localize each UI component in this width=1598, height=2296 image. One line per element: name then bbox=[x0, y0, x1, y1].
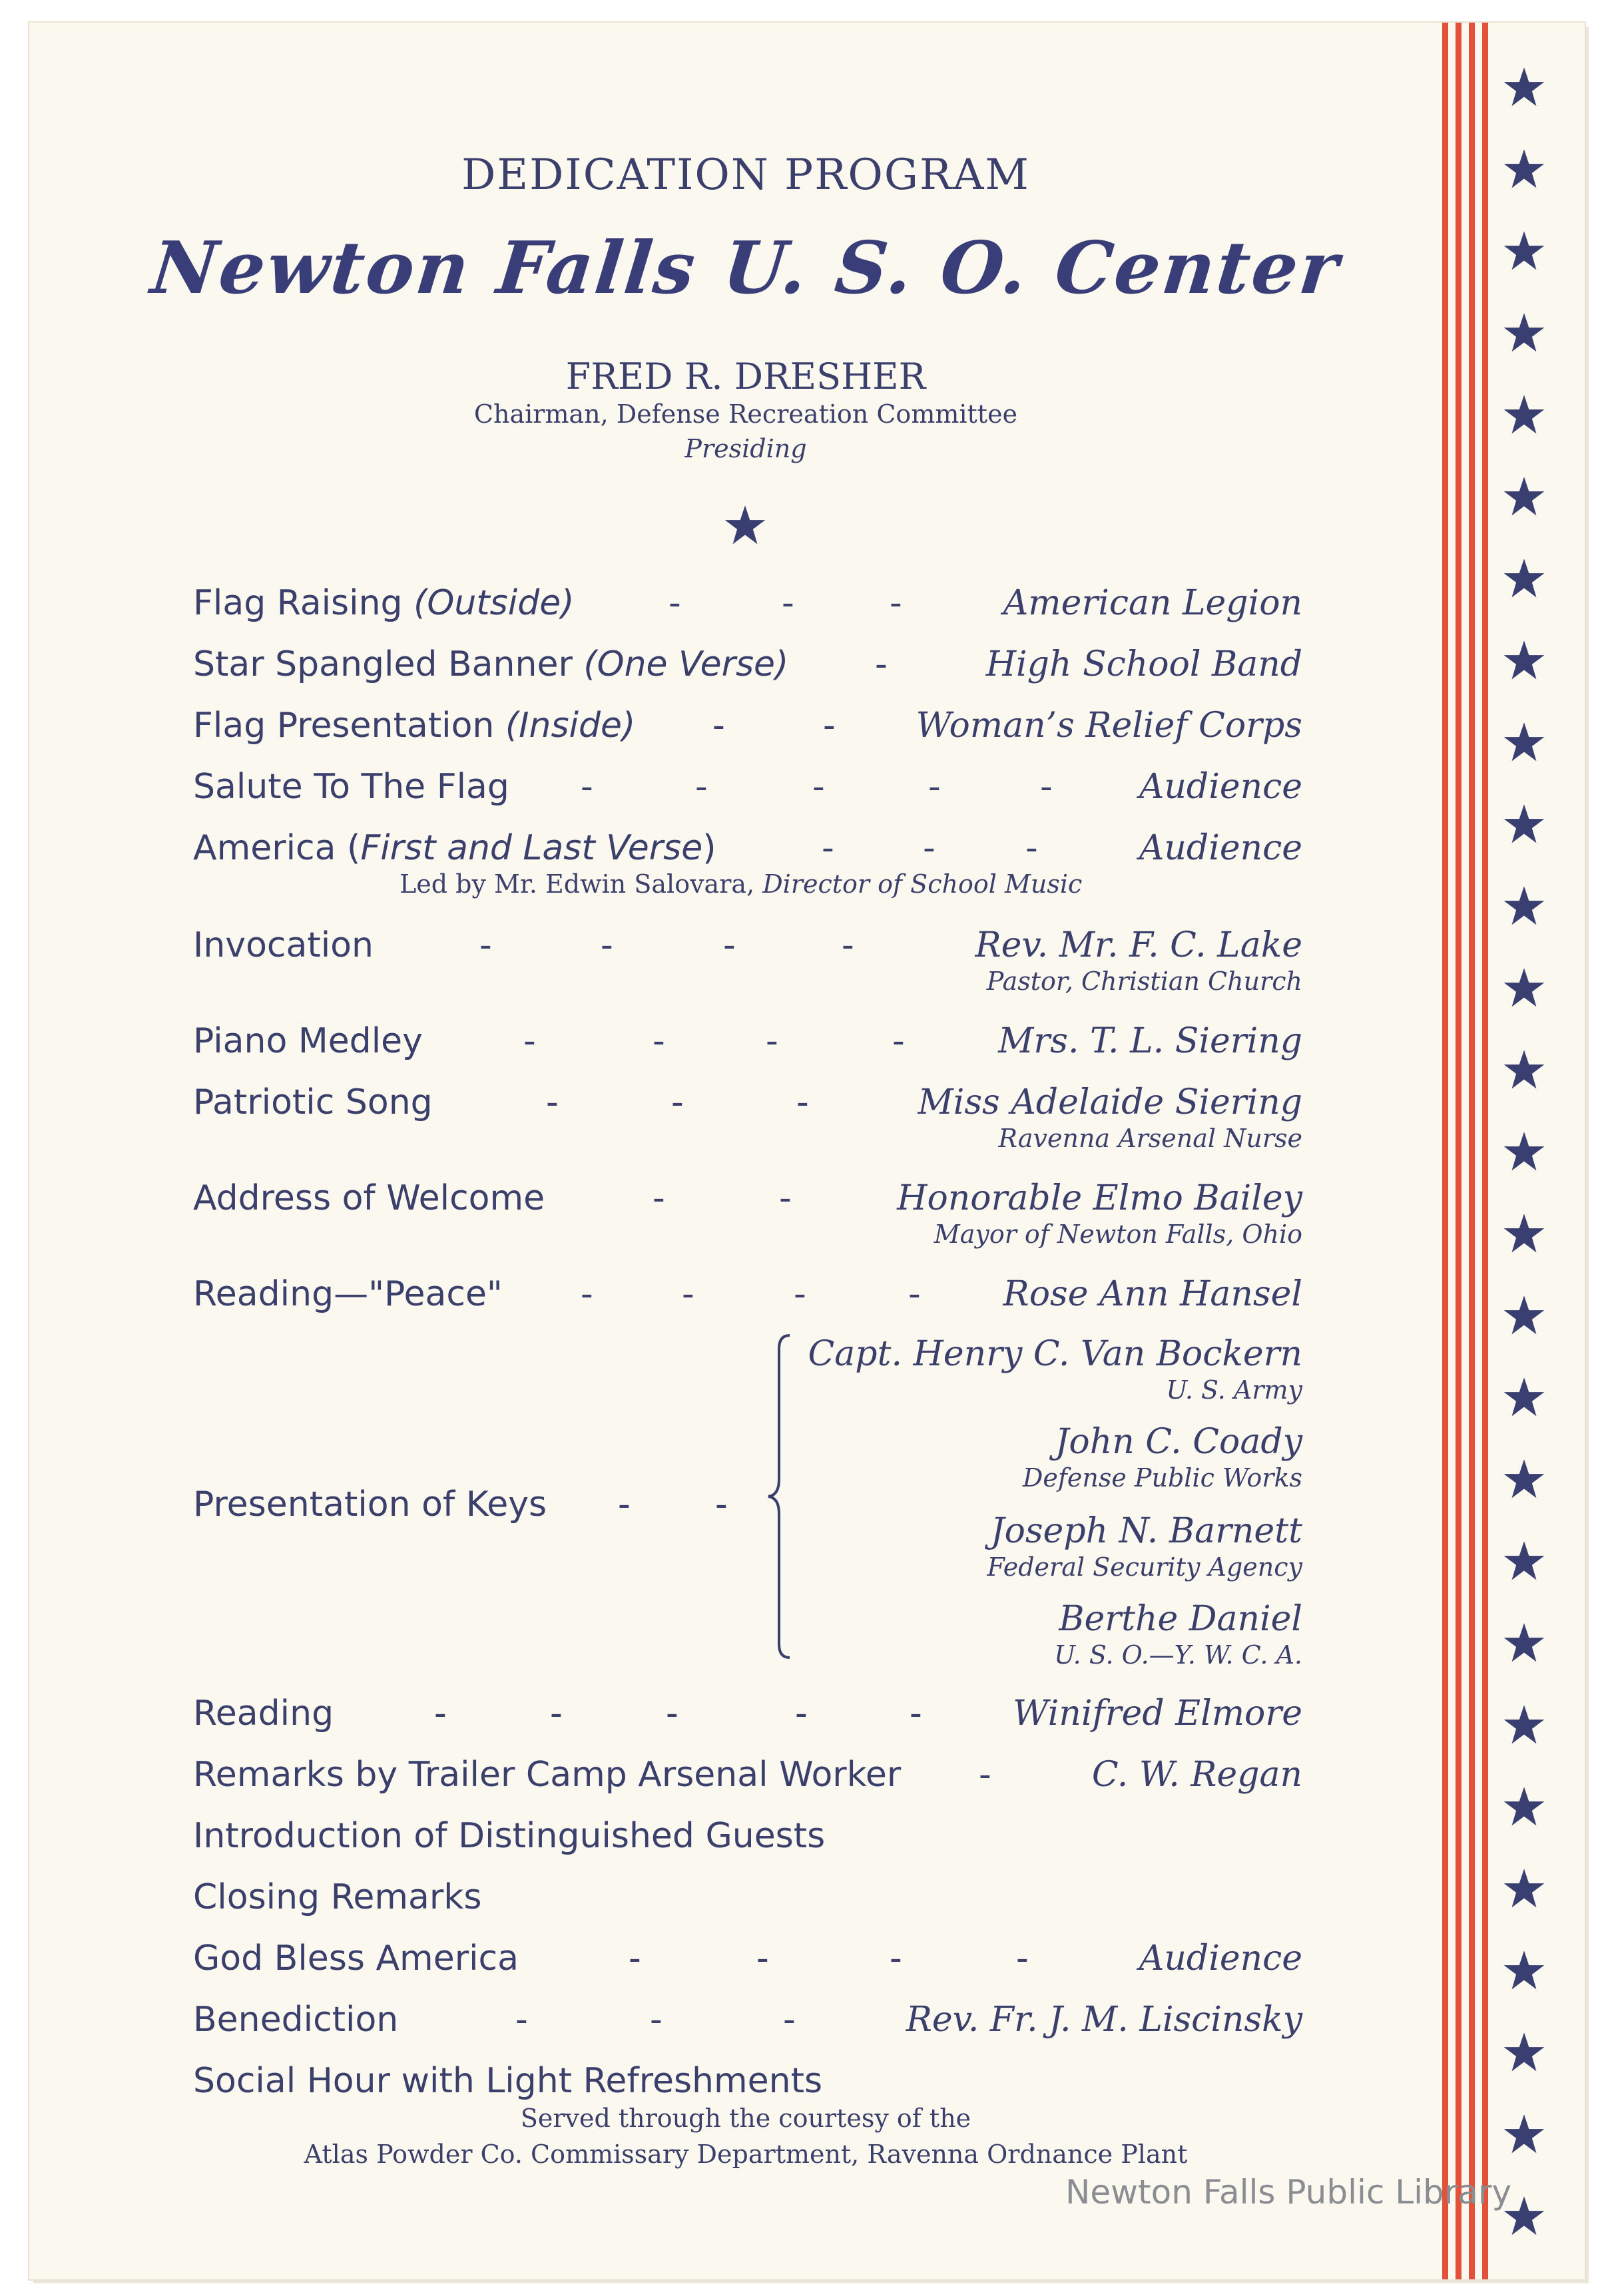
program-item-subtitle: Mayor of Newton Falls, Ohio bbox=[933, 1220, 1302, 1249]
program-title: DEDICATION PROGRAM bbox=[461, 150, 1030, 200]
star-icon bbox=[1502, 966, 1546, 1010]
star-icon bbox=[1502, 393, 1546, 437]
program-item: Flag Raising (Outside) - - - American Legion bbox=[193, 583, 1302, 623]
program-item: Closing Remarks bbox=[193, 1877, 482, 1917]
music-director-note: Led by Mr. Edwin Salovara, Director of School Music bbox=[400, 869, 1083, 899]
star-icon bbox=[1502, 2112, 1546, 2156]
keys-presenter-org: Federal Security Agency bbox=[987, 1552, 1302, 1582]
star-icon bbox=[1502, 1130, 1546, 1174]
star-icon bbox=[1502, 1375, 1546, 1419]
presider-name: FRED R. DRESHER bbox=[565, 355, 926, 397]
program-item: Social Hour with Light Refreshments bbox=[193, 2061, 823, 2101]
star-icon bbox=[1502, 147, 1546, 191]
star-icon bbox=[723, 503, 767, 547]
program-item-subtitle: Pastor, Christian Church bbox=[986, 967, 1302, 996]
courtesy-line: Served through the courtesy of the bbox=[520, 2104, 971, 2133]
star-icon bbox=[1502, 475, 1546, 519]
courtesy-line: Atlas Powder Co. Commissary Department, Ravenna Ordnance Plant bbox=[304, 2140, 1188, 2169]
keys-presenter-org: Defense Public Works bbox=[1022, 1463, 1302, 1492]
star-icon bbox=[1502, 229, 1546, 273]
program-item: Presentation of Keys - - bbox=[193, 1485, 728, 1524]
program-item: Invocation - - - - Rev. Mr. F. C. Lake bbox=[193, 925, 1302, 965]
program-item: Benediction - - - Rev. Fr. J. M. Liscinsky bbox=[193, 2000, 1302, 2040]
program-item: God Bless America - - - - Audience bbox=[193, 1939, 1302, 1978]
keys-presenter-org: U. S. Army bbox=[1166, 1375, 1302, 1405]
program-item: Reading—"Peace" - - - - Rose Ann Hansel bbox=[193, 1274, 1302, 1314]
program-item: America (First and Last Verse) - - - Audience bbox=[193, 828, 1302, 868]
star-icon bbox=[1502, 884, 1546, 928]
program-item: Flag Presentation (Inside) - - Woman’s Relief Corps bbox=[193, 706, 1302, 746]
program-item: Remarks by Trailer Camp Arsenal Worker - C. W. Regan bbox=[193, 1755, 1302, 1795]
keys-presenter-org: U. S. O.—Y. W. C. A. bbox=[1054, 1640, 1302, 1670]
keys-presenter: Berthe Daniel bbox=[1059, 1599, 1302, 1639]
program-item: Patriotic Song - - - Miss Adelaide Siering bbox=[193, 1082, 1302, 1122]
program-item: Address of Welcome - - Honorable Elmo Bailey bbox=[193, 1178, 1302, 1218]
program-item: Reading - - - - - Winifred Elmore bbox=[193, 1694, 1302, 1733]
presider-tag: Presiding bbox=[684, 434, 807, 463]
program-item: Star Spangled Banner (One Verse) - High School Band bbox=[193, 644, 1302, 684]
program-item-subtitle: Ravenna Arsenal Nurse bbox=[998, 1124, 1302, 1153]
keys-presenter: Capt. Henry C. Van Bockern bbox=[808, 1334, 1302, 1374]
keys-presenter: Joseph N. Barnett bbox=[990, 1511, 1302, 1551]
star-icon bbox=[1502, 65, 1546, 109]
library-watermark: Newton Falls Public Library bbox=[1065, 2173, 1512, 2211]
presider-role: Chairman, Defense Recreation Committee bbox=[473, 399, 1018, 429]
program-item: Salute To The Flag - - - - - Audience bbox=[193, 767, 1302, 807]
center-name: Newton Falls U. S. O. Center bbox=[147, 226, 1344, 310]
program-item: Introduction of Distinguished Guests bbox=[193, 1816, 826, 1856]
keys-presenter: John C. Coady bbox=[1055, 1422, 1302, 1462]
star-icon bbox=[1502, 311, 1546, 355]
program-item: Piano Medley - - - - Mrs. T. L. Siering bbox=[193, 1021, 1302, 1061]
